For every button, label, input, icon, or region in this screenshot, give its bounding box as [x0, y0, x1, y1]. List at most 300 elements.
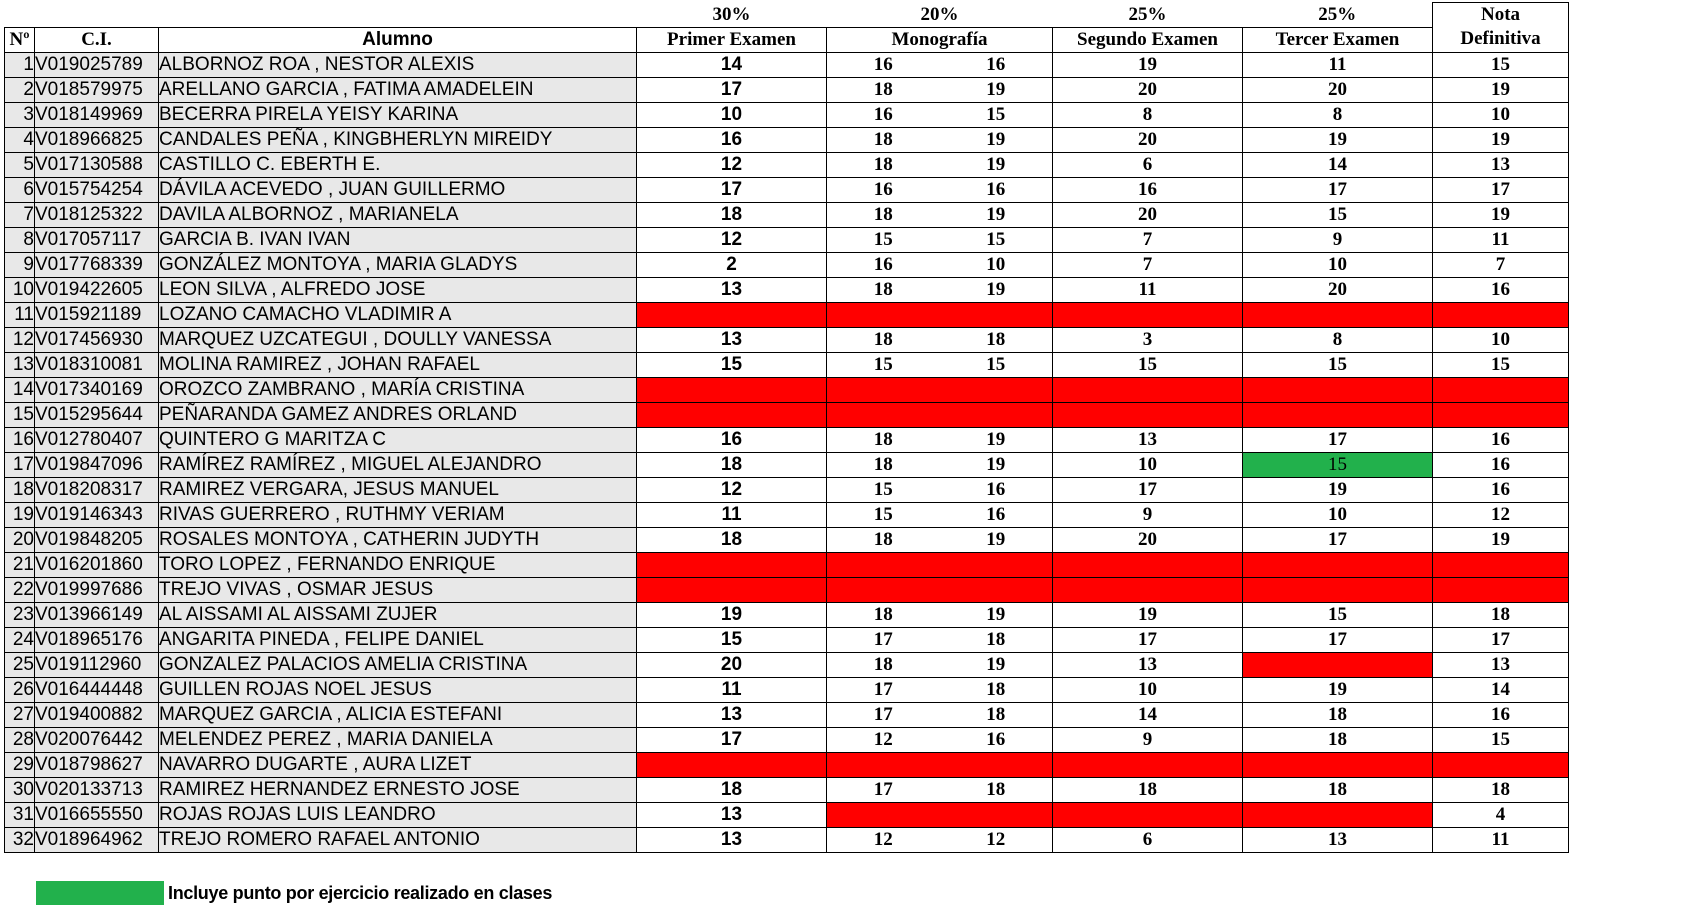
grade-primer-examen: 12	[637, 227, 827, 252]
grade-definitiva: 12	[1433, 502, 1569, 527]
grade-segundo-examen: 16	[1053, 177, 1243, 202]
grade-tercer-examen: 17	[1243, 177, 1433, 202]
grade-primer-examen: 11	[637, 502, 827, 527]
grade-tercer-examen: 20	[1243, 77, 1433, 102]
grade-segundo-examen: 17	[1053, 477, 1243, 502]
grade-definitiva	[1433, 377, 1569, 402]
grade-monografia-1: 18	[827, 527, 940, 552]
table-row	[5, 152, 1569, 177]
grade-monografia-2	[940, 302, 1053, 327]
header-label-row	[5, 27, 1569, 52]
grade-primer-examen: 17	[637, 177, 827, 202]
row-number: 16	[5, 427, 35, 452]
student-name: LEON SILVA , ALFREDO JOSE	[159, 277, 637, 302]
grade-tercer-examen: 8	[1243, 102, 1433, 127]
grade-monografia-1: 17	[827, 677, 940, 702]
grade-monografia-1: 18	[827, 77, 940, 102]
grade-monografia-1: 17	[827, 702, 940, 727]
grade-monografia-2	[940, 802, 1053, 827]
grade-segundo-examen: 3	[1053, 327, 1243, 352]
student-name: CASTILLO C. EBERTH E.	[159, 152, 637, 177]
grade-definitiva: 15	[1433, 52, 1569, 77]
grade-tercer-examen: 15	[1243, 202, 1433, 227]
grade-tercer-examen: 14	[1243, 152, 1433, 177]
student-id: V019422605	[35, 277, 159, 302]
student-id: V018964962	[35, 827, 159, 852]
row-number: 20	[5, 527, 35, 552]
row-number: 25	[5, 652, 35, 677]
row-number: 9	[5, 252, 35, 277]
grade-tercer-examen: 15	[1243, 602, 1433, 627]
grade-segundo-examen	[1053, 402, 1243, 427]
grade-primer-examen: 13	[637, 827, 827, 852]
grade-monografia-2: 15	[940, 352, 1053, 377]
grade-tercer-examen	[1243, 302, 1433, 327]
row-number: 1	[5, 52, 35, 77]
grade-monografia-1	[827, 302, 940, 327]
row-number: 12	[5, 327, 35, 352]
table-row	[5, 77, 1569, 102]
table-row	[5, 427, 1569, 452]
grade-tercer-examen: 15	[1243, 352, 1433, 377]
row-number: 24	[5, 627, 35, 652]
grade-segundo-examen: 9	[1053, 502, 1243, 527]
grade-definitiva: 4	[1433, 802, 1569, 827]
grade-tercer-examen	[1243, 752, 1433, 777]
student-id: V013966149	[35, 602, 159, 627]
grade-segundo-examen: 20	[1053, 77, 1243, 102]
grade-monografia-1	[827, 577, 940, 602]
student-id: V019847096	[35, 452, 159, 477]
grade-definitiva: 10	[1433, 102, 1569, 127]
grade-tercer-examen: 8	[1243, 327, 1433, 352]
student-id: V018125322	[35, 202, 159, 227]
grade-monografia-1: 18	[827, 602, 940, 627]
grade-definitiva: 13	[1433, 652, 1569, 677]
grade-monografia-1: 18	[827, 452, 940, 477]
student-id: V018208317	[35, 477, 159, 502]
student-name: GONZALEZ PALACIOS AMELIA CRISTINA	[159, 652, 637, 677]
grade-tercer-examen: 19	[1243, 477, 1433, 502]
grade-segundo-examen: 7	[1053, 252, 1243, 277]
row-number: 31	[5, 802, 35, 827]
grade-tercer-examen: 19	[1243, 677, 1433, 702]
grade-monografia-2: 19	[940, 602, 1053, 627]
grade-monografia-2: 15	[940, 227, 1053, 252]
grade-primer-examen: 18	[637, 202, 827, 227]
grade-definitiva	[1433, 402, 1569, 427]
student-name: MELENDEZ PEREZ , MARIA DANIELA	[159, 727, 637, 752]
student-id: V016655550	[35, 802, 159, 827]
grade-segundo-examen: 19	[1053, 52, 1243, 77]
student-name: QUINTERO G MARITZA C	[159, 427, 637, 452]
grade-primer-examen: 11	[637, 677, 827, 702]
table-row	[5, 202, 1569, 227]
grade-segundo-examen: 10	[1053, 452, 1243, 477]
student-name: RAMIREZ HERNANDEZ ERNESTO JOSE	[159, 777, 637, 802]
grade-definitiva: 16	[1433, 702, 1569, 727]
grade-primer-examen: 2	[637, 252, 827, 277]
grade-monografia-2: 16	[940, 727, 1053, 752]
grade-primer-examen: 13	[637, 802, 827, 827]
grade-monografia-1	[827, 752, 940, 777]
student-id: V017456930	[35, 327, 159, 352]
header-definitiva: Definitiva	[1433, 27, 1569, 52]
student-name: TORO LOPEZ , FERNANDO ENRIQUE	[159, 552, 637, 577]
grade-primer-examen: 18	[637, 777, 827, 802]
grade-tercer-examen: 10	[1243, 252, 1433, 277]
student-name: CANDALES PEÑA , KINGBHERLYN MIREIDY	[159, 127, 637, 152]
grade-monografia-1: 16	[827, 52, 940, 77]
grade-monografia-1: 18	[827, 427, 940, 452]
grade-monografia-1: 17	[827, 777, 940, 802]
grade-monografia-2: 10	[940, 252, 1053, 277]
grade-primer-examen	[637, 302, 827, 327]
student-name: GONZÁLEZ MONTOYA , MARIA GLADYS	[159, 252, 637, 277]
student-name: GARCIA B. IVAN IVAN	[159, 227, 637, 252]
student-name: DÁVILA ACEVEDO , JUAN GUILLERMO	[159, 177, 637, 202]
student-id: V015754254	[35, 177, 159, 202]
grade-tercer-examen: 15	[1243, 452, 1433, 477]
student-id: V018798627	[35, 752, 159, 777]
grade-monografia-1: 12	[827, 727, 940, 752]
student-name: DAVILA ALBORNOZ , MARIANELA	[159, 202, 637, 227]
grade-definitiva: 11	[1433, 827, 1569, 852]
grade-monografia-2	[940, 552, 1053, 577]
student-name: RAMIREZ VERGARA, JESUS MANUEL	[159, 477, 637, 502]
student-name: PEÑARANDA GAMEZ ANDRES ORLAND	[159, 402, 637, 427]
grade-monografia-2: 18	[940, 702, 1053, 727]
grade-segundo-examen: 13	[1053, 427, 1243, 452]
grade-monografia-1: 18	[827, 127, 940, 152]
weight-tercer-examen: 25%	[1318, 3, 1357, 25]
grade-definitiva: 15	[1433, 352, 1569, 377]
student-id: V019997686	[35, 577, 159, 602]
grade-definitiva: 16	[1433, 452, 1569, 477]
grade-monografia-2: 16	[940, 502, 1053, 527]
grade-monografia-2: 12	[940, 827, 1053, 852]
table-row	[5, 102, 1569, 127]
grade-segundo-examen: 20	[1053, 127, 1243, 152]
grade-segundo-examen: 11	[1053, 277, 1243, 302]
grade-tercer-examen: 18	[1243, 777, 1433, 802]
grade-segundo-examen	[1053, 377, 1243, 402]
grade-monografia-1: 15	[827, 227, 940, 252]
weight-primer-examen: 30%	[712, 3, 751, 25]
grade-monografia-1: 16	[827, 177, 940, 202]
row-number: 2	[5, 77, 35, 102]
grade-tercer-examen	[1243, 577, 1433, 602]
row-number: 27	[5, 702, 35, 727]
grade-segundo-examen	[1053, 302, 1243, 327]
grade-monografia-1: 18	[827, 202, 940, 227]
grade-primer-examen: 15	[637, 627, 827, 652]
grades-table	[4, 2, 1569, 853]
student-id: V019112960	[35, 652, 159, 677]
row-number: 22	[5, 577, 35, 602]
student-id: V017130588	[35, 152, 159, 177]
grade-primer-examen	[637, 577, 827, 602]
table-row	[5, 127, 1569, 152]
grade-primer-examen	[637, 552, 827, 577]
grade-primer-examen: 14	[637, 52, 827, 77]
row-number: 26	[5, 677, 35, 702]
grade-primer-examen: 19	[637, 602, 827, 627]
table-row	[5, 677, 1569, 702]
grade-monografia-2: 18	[940, 677, 1053, 702]
grade-tercer-examen: 10	[1243, 502, 1433, 527]
header-monografia: Monografía	[827, 27, 1053, 52]
grade-segundo-examen: 20	[1053, 527, 1243, 552]
student-name: ARELLANO GARCIA , FATIMA AMADELEIN	[159, 77, 637, 102]
grade-monografia-2: 19	[940, 77, 1053, 102]
grade-definitiva: 14	[1433, 677, 1569, 702]
header-nota: Nota	[1433, 3, 1569, 28]
grade-primer-examen: 15	[637, 352, 827, 377]
header-alumno: Alumno	[159, 27, 637, 52]
student-id: V019025789	[35, 52, 159, 77]
student-name: ROJAS ROJAS LUIS LEANDRO	[159, 802, 637, 827]
grade-definitiva: 18	[1433, 602, 1569, 627]
grade-monografia-2: 16	[940, 177, 1053, 202]
grade-monografia-1	[827, 402, 940, 427]
grade-definitiva: 19	[1433, 202, 1569, 227]
grade-segundo-examen: 10	[1053, 677, 1243, 702]
grade-monografia-2: 19	[940, 427, 1053, 452]
student-id: V018965176	[35, 627, 159, 652]
grade-primer-examen: 18	[637, 527, 827, 552]
student-id: V015295644	[35, 402, 159, 427]
student-name: GUILLEN ROJAS NOEL JESUS	[159, 677, 637, 702]
row-number: 7	[5, 202, 35, 227]
row-number: 11	[5, 302, 35, 327]
grade-definitiva: 7	[1433, 252, 1569, 277]
table-row	[5, 602, 1569, 627]
grade-segundo-examen	[1053, 577, 1243, 602]
grade-monografia-1: 12	[827, 827, 940, 852]
row-number: 29	[5, 752, 35, 777]
grade-definitiva: 17	[1433, 177, 1569, 202]
grade-monografia-1: 16	[827, 102, 940, 127]
grade-monografia-1: 18	[827, 277, 940, 302]
grade-monografia-1: 18	[827, 652, 940, 677]
row-number: 5	[5, 152, 35, 177]
grade-definitiva: 11	[1433, 227, 1569, 252]
table-row	[5, 527, 1569, 552]
grade-monografia-1: 15	[827, 477, 940, 502]
student-id: V018310081	[35, 352, 159, 377]
table-row	[5, 477, 1569, 502]
grade-definitiva: 16	[1433, 427, 1569, 452]
grade-definitiva	[1433, 552, 1569, 577]
grade-tercer-examen: 20	[1243, 277, 1433, 302]
table-row	[5, 377, 1569, 402]
student-id: V019400882	[35, 702, 159, 727]
row-number: 10	[5, 277, 35, 302]
legend	[36, 881, 552, 905]
grade-monografia-2	[940, 577, 1053, 602]
table-row	[5, 402, 1569, 427]
table-row	[5, 52, 1569, 77]
grade-monografia-1	[827, 802, 940, 827]
grade-primer-examen: 10	[637, 102, 827, 127]
grade-definitiva: 19	[1433, 527, 1569, 552]
student-name: MARQUEZ UZCATEGUI , DOULLY VANESSA	[159, 327, 637, 352]
grade-monografia-2: 19	[940, 527, 1053, 552]
grade-segundo-examen: 6	[1053, 827, 1243, 852]
grade-primer-examen: 12	[637, 477, 827, 502]
grade-primer-examen: 13	[637, 327, 827, 352]
grade-monografia-2	[940, 402, 1053, 427]
grade-monografia-2: 19	[940, 202, 1053, 227]
student-name: TREJO VIVAS , OSMAR JESUS	[159, 577, 637, 602]
grade-primer-examen	[637, 377, 827, 402]
grade-primer-examen: 17	[637, 77, 827, 102]
header-segundo-examen: Segundo Examen	[1053, 27, 1243, 52]
grade-definitiva	[1433, 302, 1569, 327]
table-row	[5, 652, 1569, 677]
grade-definitiva: 19	[1433, 127, 1569, 152]
grade-segundo-examen: 18	[1053, 777, 1243, 802]
grade-monografia-1: 15	[827, 502, 940, 527]
row-number: 32	[5, 827, 35, 852]
grade-primer-examen: 18	[637, 452, 827, 477]
row-number: 8	[5, 227, 35, 252]
grade-monografia-2: 16	[940, 477, 1053, 502]
grade-tercer-examen	[1243, 652, 1433, 677]
row-number: 15	[5, 402, 35, 427]
grade-tercer-examen: 9	[1243, 227, 1433, 252]
table-row	[5, 327, 1569, 352]
grade-monografia-2: 18	[940, 627, 1053, 652]
grade-segundo-examen	[1053, 552, 1243, 577]
grade-segundo-examen: 20	[1053, 202, 1243, 227]
grade-segundo-examen: 13	[1053, 652, 1243, 677]
student-name: ROSALES MONTOYA , CATHERIN JUDYTH	[159, 527, 637, 552]
row-number: 19	[5, 502, 35, 527]
row-number: 17	[5, 452, 35, 477]
student-id: V018149969	[35, 102, 159, 127]
table-row	[5, 252, 1569, 277]
grade-tercer-examen: 13	[1243, 827, 1433, 852]
grade-tercer-examen: 18	[1243, 727, 1433, 752]
grade-primer-examen	[637, 752, 827, 777]
table-row	[5, 752, 1569, 777]
grade-tercer-examen: 18	[1243, 702, 1433, 727]
weight-monografia: 20%	[920, 3, 959, 25]
grade-definitiva	[1433, 577, 1569, 602]
row-number: 23	[5, 602, 35, 627]
grade-tercer-examen: 17	[1243, 527, 1433, 552]
row-number: 13	[5, 352, 35, 377]
grade-monografia-1: 16	[827, 252, 940, 277]
student-id: V017768339	[35, 252, 159, 277]
table-row	[5, 627, 1569, 652]
student-id: V017057117	[35, 227, 159, 252]
table-row	[5, 352, 1569, 377]
grade-segundo-examen: 14	[1053, 702, 1243, 727]
grade-primer-examen: 16	[637, 127, 827, 152]
grade-definitiva: 18	[1433, 777, 1569, 802]
student-name: RIVAS GUERRERO , RUTHMY VERIAM	[159, 502, 637, 527]
student-id: V016201860	[35, 552, 159, 577]
table-row	[5, 502, 1569, 527]
grade-primer-examen: 20	[637, 652, 827, 677]
grade-monografia-1: 18	[827, 327, 940, 352]
grade-segundo-examen: 9	[1053, 727, 1243, 752]
row-number: 4	[5, 127, 35, 152]
grade-monografia-2: 19	[940, 127, 1053, 152]
student-name: RAMÍREZ RAMÍREZ , MIGUEL ALEJANDRO	[159, 452, 637, 477]
grade-segundo-examen: 19	[1053, 602, 1243, 627]
student-id: V015921189	[35, 302, 159, 327]
grade-segundo-examen: 8	[1053, 102, 1243, 127]
table-row	[5, 302, 1569, 327]
table-row	[5, 702, 1569, 727]
grade-segundo-examen: 7	[1053, 227, 1243, 252]
grade-monografia-2: 19	[940, 277, 1053, 302]
grade-tercer-examen	[1243, 377, 1433, 402]
table-row	[5, 452, 1569, 477]
table-row	[5, 777, 1569, 802]
student-name: AL AISSAMI AL AISSAMI ZUJER	[159, 602, 637, 627]
grade-definitiva: 19	[1433, 77, 1569, 102]
grade-segundo-examen: 15	[1053, 352, 1243, 377]
student-name: TREJO ROMERO RAFAEL ANTONIO	[159, 827, 637, 852]
row-number: 30	[5, 777, 35, 802]
table-row	[5, 177, 1569, 202]
legend-bonus-swatch	[36, 881, 164, 905]
grade-tercer-examen	[1243, 802, 1433, 827]
grade-tercer-examen	[1243, 552, 1433, 577]
grade-definitiva: 16	[1433, 277, 1569, 302]
grade-primer-examen: 13	[637, 702, 827, 727]
grade-monografia-1	[827, 552, 940, 577]
student-id: V020133713	[35, 777, 159, 802]
grade-monografia-2: 19	[940, 652, 1053, 677]
table-row	[5, 227, 1569, 252]
grade-monografia-1: 18	[827, 152, 940, 177]
grade-primer-examen: 12	[637, 152, 827, 177]
grade-tercer-examen: 11	[1243, 52, 1433, 77]
grade-tercer-examen: 19	[1243, 127, 1433, 152]
student-id: V016444448	[35, 677, 159, 702]
table-row	[5, 277, 1569, 302]
student-name: BECERRA PIRELA YEISY KARINA	[159, 102, 637, 127]
student-name: LOZANO CAMACHO VLADIMIR A	[159, 302, 637, 327]
table-row	[5, 577, 1569, 602]
grade-definitiva: 10	[1433, 327, 1569, 352]
grade-definitiva: 15	[1433, 727, 1569, 752]
grade-definitiva: 13	[1433, 152, 1569, 177]
grade-tercer-examen: 17	[1243, 427, 1433, 452]
student-name: MARQUEZ GARCIA , ALICIA ESTEFANI	[159, 702, 637, 727]
row-number: 14	[5, 377, 35, 402]
header-ci: C.I.	[35, 27, 159, 52]
grade-monografia-1	[827, 377, 940, 402]
grade-monografia-2: 19	[940, 152, 1053, 177]
grade-definitiva: 16	[1433, 477, 1569, 502]
grade-definitiva: 17	[1433, 627, 1569, 652]
header-percent-row	[5, 3, 1569, 28]
grade-tercer-examen: 17	[1243, 627, 1433, 652]
grade-monografia-2	[940, 377, 1053, 402]
row-number: 6	[5, 177, 35, 202]
header-primer-examen: Primer Examen	[637, 27, 827, 52]
student-name: ANGARITA PINEDA , FELIPE DANIEL	[159, 627, 637, 652]
student-name: MOLINA RAMIREZ , JOHAN RAFAEL	[159, 352, 637, 377]
row-number: 28	[5, 727, 35, 752]
